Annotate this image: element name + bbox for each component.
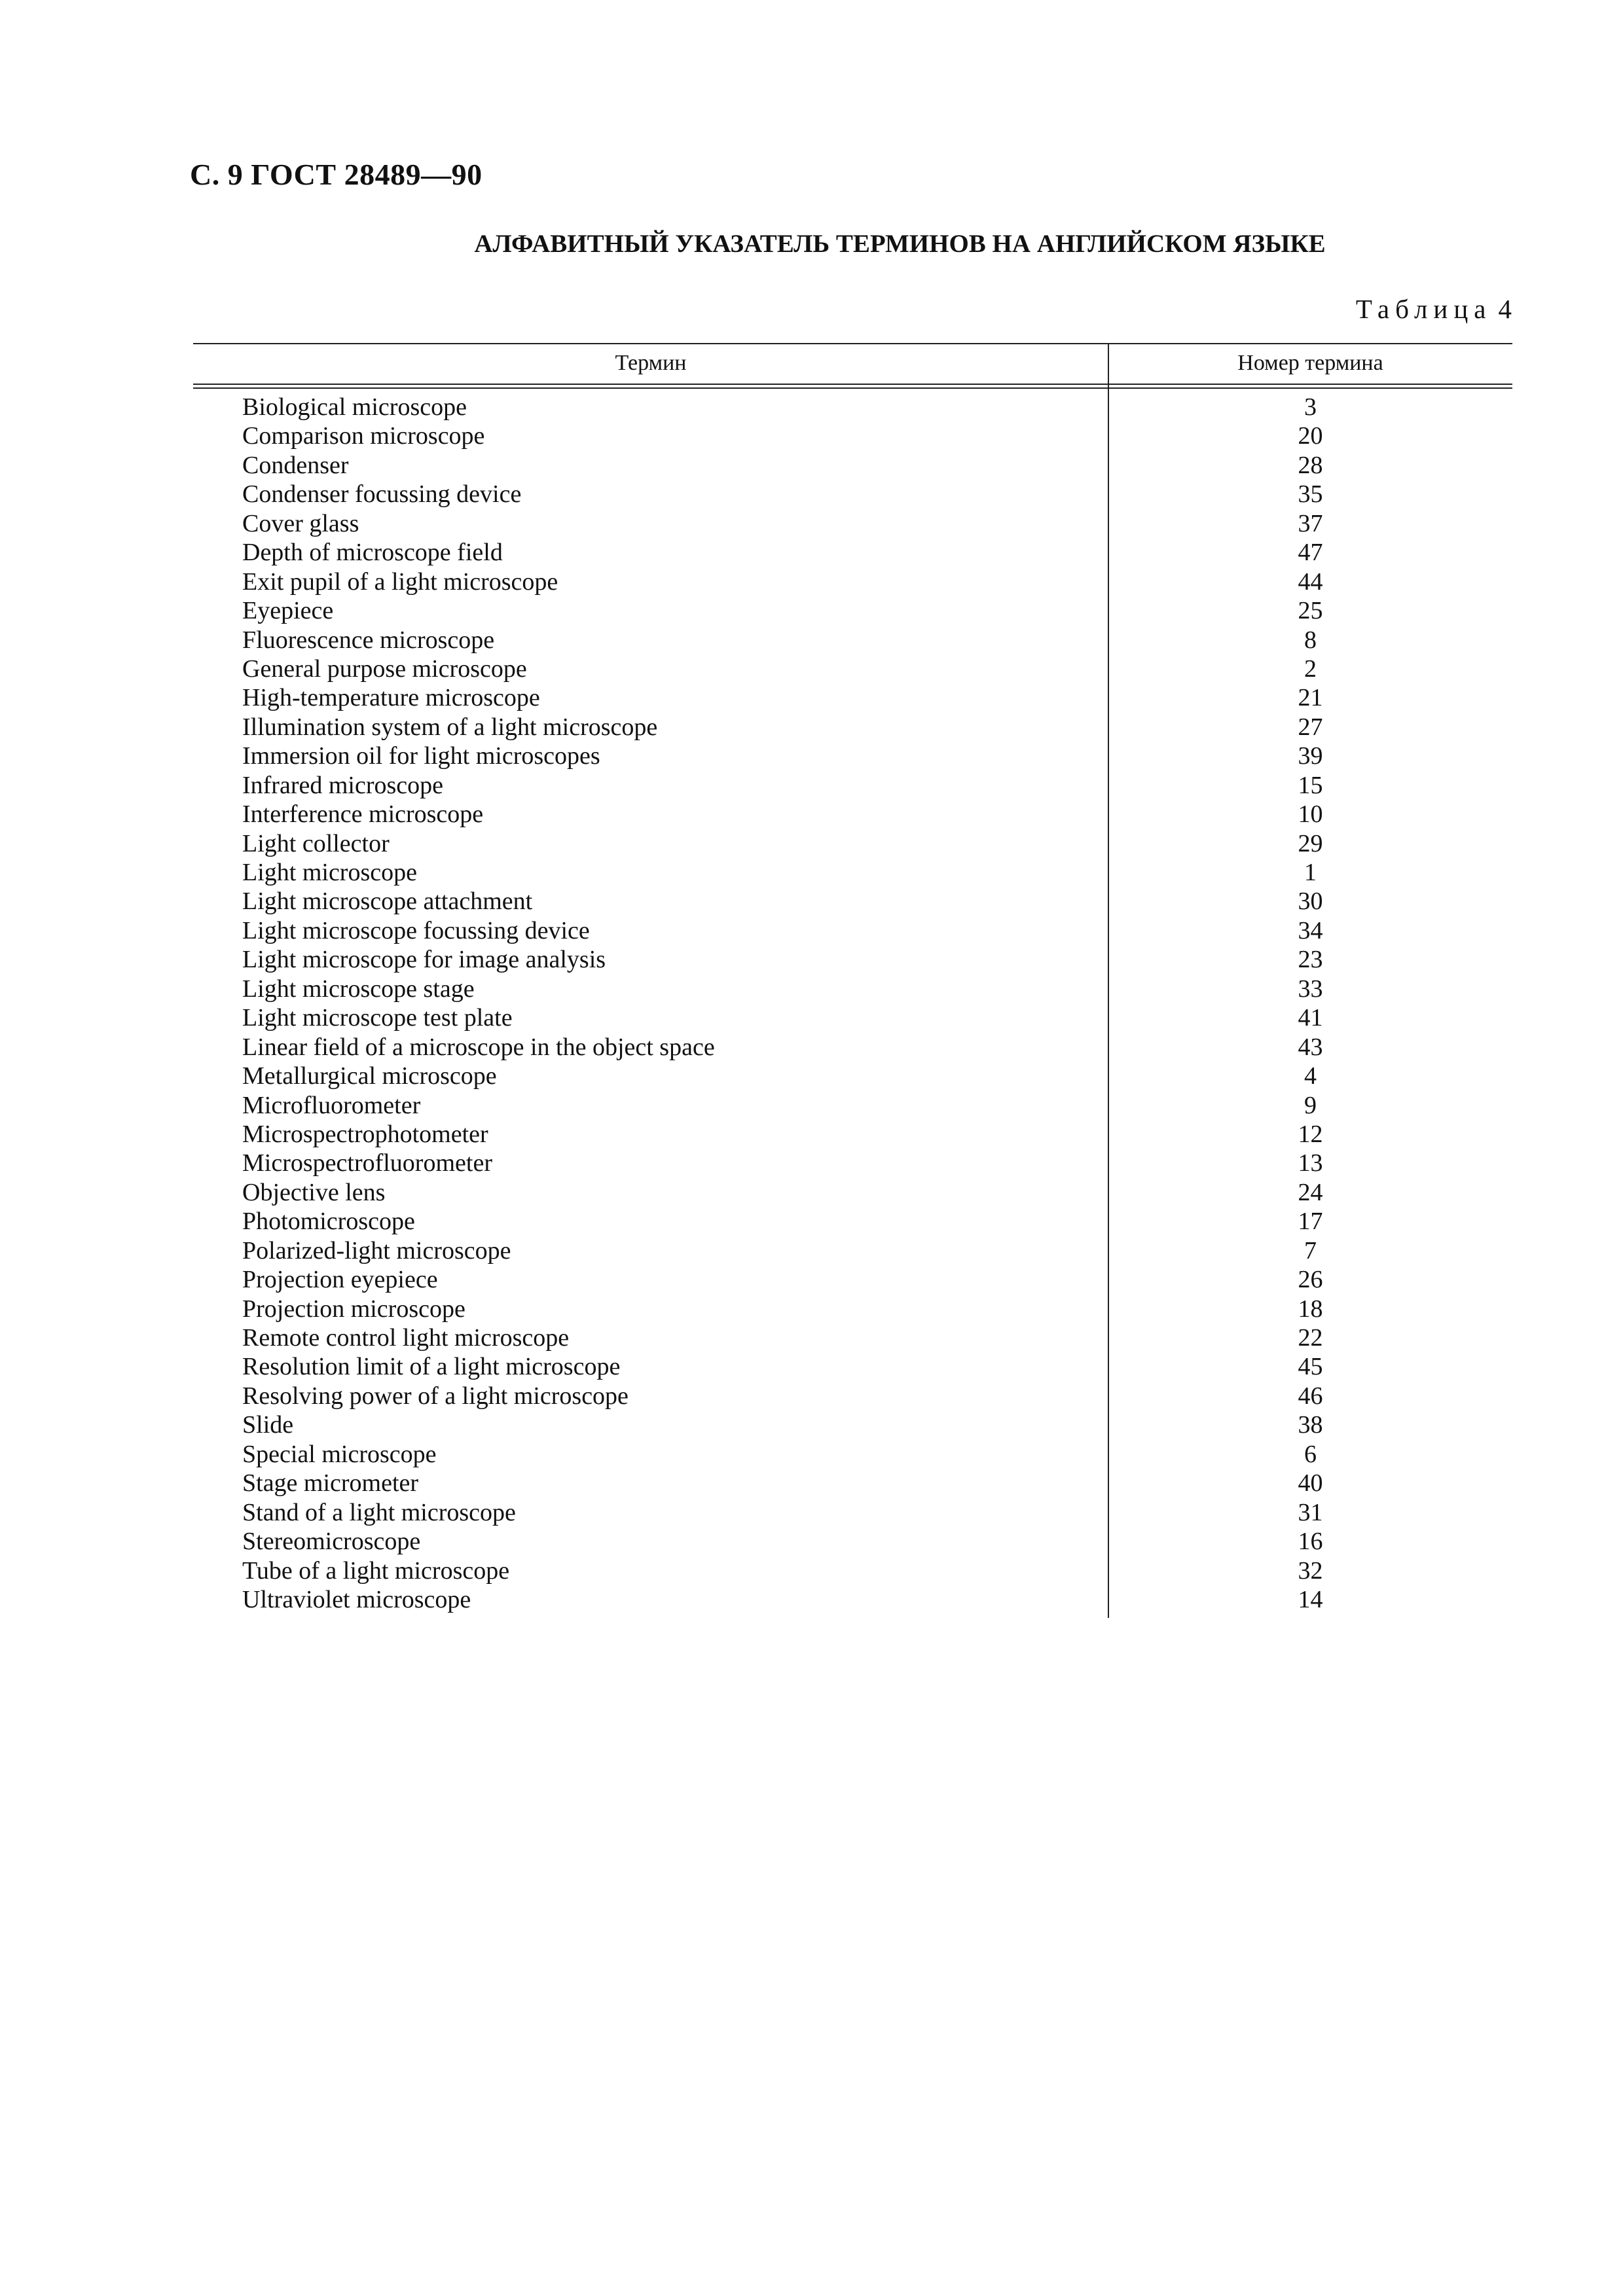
term-cell: High-temperature microscope <box>242 684 540 712</box>
term-cell: General purpose microscope <box>242 655 527 683</box>
term-number-cell: 6 <box>1304 1440 1317 1468</box>
table-row <box>193 800 1512 829</box>
term-number-cell: 13 <box>1298 1149 1323 1177</box>
table-row <box>193 1207 1512 1236</box>
term-number-cell: 17 <box>1298 1208 1323 1236</box>
term-number-cell: 4 <box>1304 1062 1317 1090</box>
table-row <box>193 451 1512 480</box>
table-row <box>193 596 1512 625</box>
term-number-cell: 34 <box>1298 916 1323 944</box>
term-cell: Objective lens <box>242 1178 386 1206</box>
table-row <box>193 422 1512 450</box>
term-number-cell: 21 <box>1298 684 1323 712</box>
table-row <box>193 1527 1512 1556</box>
term-cell: Light collector <box>242 829 390 857</box>
table-row <box>193 683 1512 712</box>
term-cell: Depth of microscope field <box>242 539 503 567</box>
document-title <box>0 229 1623 259</box>
term-cell: Biological microscope <box>242 393 467 421</box>
term-number-cell: 45 <box>1298 1353 1323 1381</box>
term-cell: Comparison microscope <box>242 422 485 450</box>
table-row <box>193 1091 1512 1120</box>
term-cell: Exit pupil of a light microscope <box>242 567 558 596</box>
term-number-cell: 26 <box>1298 1266 1323 1294</box>
table-row <box>193 1295 1512 1323</box>
term-number-cell: 3 <box>1304 393 1317 421</box>
table-row <box>193 1033 1512 1062</box>
term-cell: Polarized-light microscope <box>242 1236 511 1265</box>
table-header <box>193 343 1512 385</box>
term-cell: Slide <box>242 1411 294 1439</box>
table-row <box>193 829 1512 858</box>
term-number-cell: 33 <box>1298 975 1323 1003</box>
term-number-cell: 7 <box>1304 1236 1317 1265</box>
term-number-cell: 1 <box>1304 859 1317 886</box>
term-number-cell: 23 <box>1298 946 1323 974</box>
document-title-text: АЛФАВИТНЫЙ УКАЗАТЕЛЬ ТЕРМИНОВ НА АНГЛИЙСКОМ ЯЗЫКЕ <box>474 230 1326 258</box>
term-number-cell: 46 <box>1298 1382 1323 1410</box>
table-row <box>193 538 1512 567</box>
table-row <box>193 393 1512 422</box>
term-cell: Remote control light microscope <box>242 1324 570 1352</box>
table-row <box>193 1556 1512 1585</box>
term-cell: Eyepiece <box>242 597 334 625</box>
term-number-cell: 24 <box>1298 1178 1323 1206</box>
term-number-cell: 47 <box>1298 539 1323 567</box>
table-row <box>193 1498 1512 1527</box>
table-row <box>193 1236 1512 1265</box>
table-row <box>193 771 1512 800</box>
table-row <box>193 945 1512 974</box>
table-row <box>193 509 1512 538</box>
term-number-cell: 44 <box>1298 567 1323 596</box>
table-label <box>1356 293 1512 325</box>
term-cell: Condenser <box>242 451 349 479</box>
table-row <box>193 1585 1512 1614</box>
term-number-cell: 40 <box>1298 1469 1323 1498</box>
term-number-cell: 29 <box>1298 829 1323 857</box>
page-header: С. 9 ГОСТ 28489—90 <box>190 158 483 191</box>
term-cell: Interference microscope <box>242 800 484 829</box>
term-cell: Stand of a light microscope <box>242 1498 516 1526</box>
term-cell: Light microscope for image analysis <box>242 946 606 974</box>
term-number-cell: 39 <box>1298 742 1323 770</box>
table-row <box>193 1265 1512 1294</box>
term-cell: Light microscope attachment <box>242 888 533 916</box>
table-row <box>193 1003 1512 1032</box>
term-number-cell: 37 <box>1298 509 1323 537</box>
table-row <box>193 1382 1512 1410</box>
table-row <box>193 1410 1512 1439</box>
table-row <box>193 626 1512 655</box>
term-number-cell: 16 <box>1298 1528 1323 1556</box>
term-cell: Stereomicroscope <box>242 1528 421 1556</box>
term-number-cell: 41 <box>1298 1004 1323 1032</box>
term-cell: Infrared microscope <box>242 771 444 799</box>
term-cell: Microspectrophotometer <box>242 1120 488 1148</box>
term-number-cell: 28 <box>1298 451 1323 479</box>
term-cell: Tube of a light microscope <box>242 1556 510 1585</box>
table-row <box>193 916 1512 945</box>
term-cell: Ultraviolet microscope <box>242 1585 471 1613</box>
term-cell: Light microscope focussing device <box>242 916 590 944</box>
table-body <box>193 393 1512 1614</box>
term-cell: Projection eyepiece <box>242 1266 438 1294</box>
header-double-rule <box>193 384 1512 389</box>
table-row <box>193 1120 1512 1149</box>
table-row <box>193 887 1512 916</box>
column-header-term: Термин <box>615 351 687 375</box>
term-number-cell: 12 <box>1298 1120 1323 1148</box>
table-row <box>193 1323 1512 1352</box>
term-cell: Cover glass <box>242 509 359 537</box>
term-cell: Light microscope <box>242 859 417 886</box>
term-number-cell: 2 <box>1304 655 1317 683</box>
term-number-cell: 22 <box>1298 1324 1323 1352</box>
term-cell: Photomicroscope <box>242 1208 415 1236</box>
table-label-text: Таблица <box>1355 294 1492 324</box>
table-row <box>193 1178 1512 1207</box>
term-number-cell: 15 <box>1298 771 1323 799</box>
term-cell: Fluorescence microscope <box>242 626 495 654</box>
table-row <box>193 1469 1512 1498</box>
term-cell: Stage micrometer <box>242 1469 419 1498</box>
term-number-cell: 43 <box>1298 1033 1323 1061</box>
table-row <box>193 742 1512 770</box>
term-cell: Projection microscope <box>242 1295 465 1323</box>
term-number-cell: 10 <box>1298 800 1323 829</box>
table-row <box>193 975 1512 1003</box>
table-row <box>193 1062 1512 1090</box>
term-number-cell: 25 <box>1298 597 1323 625</box>
term-number-cell: 8 <box>1304 626 1317 654</box>
term-cell: Light microscope stage <box>242 975 475 1003</box>
table-row <box>193 655 1512 683</box>
term-cell: Light microscope test plate <box>242 1004 513 1032</box>
table-row <box>193 713 1512 742</box>
table-row <box>193 480 1512 509</box>
term-cell: Microfluorometer <box>242 1091 421 1119</box>
term-number-cell: 32 <box>1298 1556 1323 1585</box>
term-cell: Microspectrofluorometer <box>242 1149 492 1177</box>
term-cell: Linear field of a microscope in the object space <box>242 1033 715 1061</box>
term-number-cell: 9 <box>1304 1091 1317 1119</box>
term-cell: Immersion oil for light microscopes <box>242 742 600 770</box>
term-cell: Resolving power of a light microscope <box>242 1382 629 1410</box>
term-number-cell: 30 <box>1298 888 1323 916</box>
table-number: 4 <box>1498 294 1512 324</box>
term-cell: Resolution limit of a light microscope <box>242 1353 621 1381</box>
term-number-cell: 27 <box>1298 713 1323 741</box>
term-cell: Special microscope <box>242 1440 437 1468</box>
table-row <box>193 1149 1512 1177</box>
term-number-cell: 18 <box>1298 1295 1323 1323</box>
term-number-cell: 35 <box>1298 480 1323 509</box>
table-row <box>193 1352 1512 1381</box>
table-row <box>193 567 1512 596</box>
term-number-cell: 31 <box>1298 1498 1323 1526</box>
column-header-number: Номер термина <box>1237 351 1383 375</box>
term-number-cell: 20 <box>1298 422 1323 450</box>
term-number-cell: 14 <box>1298 1585 1323 1613</box>
table-row <box>193 1440 1512 1469</box>
term-index-table <box>193 343 1512 1613</box>
term-cell: Illumination system of a light microscope <box>242 713 658 741</box>
term-cell: Metallurgical microscope <box>242 1062 497 1090</box>
term-number-cell: 38 <box>1298 1411 1323 1439</box>
table-row <box>193 858 1512 887</box>
term-cell: Condenser focussing device <box>242 480 522 509</box>
